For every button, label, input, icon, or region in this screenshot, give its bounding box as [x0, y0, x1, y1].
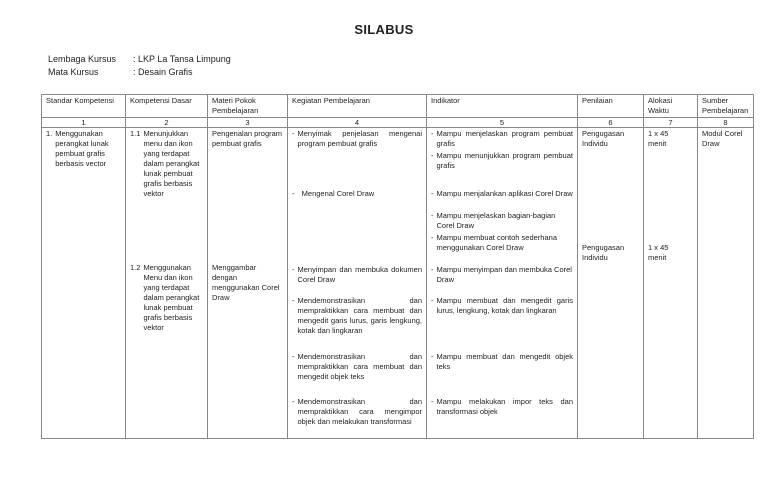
indikator-text: Mampu membuat dan mengedit objek teks: [436, 352, 573, 371]
alokasi-text: 1 x 45 menit: [648, 243, 669, 262]
kegiatan-item: - Mendemonstrasikan dan mempraktikkan cara membuat dan mengedit garis lurus, garis lengkung, kotak dan lingkaran: [292, 296, 422, 335]
meta-value: : LKP La Tansa Limpung: [133, 54, 231, 64]
header-cell: Standar Kompetensi: [42, 95, 126, 118]
standar-cell: [42, 128, 126, 439]
kegiatan-item: - Menyimak penjelasan mengenai program pembuat grafis: [292, 129, 422, 148]
header-cell: Kegiatan Pembelajaran: [288, 95, 427, 118]
column-number: 4: [288, 118, 427, 128]
syllabus-table: [41, 94, 754, 439]
indikator-text: Mampu menjalankan aplikasi Corel Draw: [436, 189, 573, 198]
indikator-text: Mampu membuat dan mengedit garis lurus, lengkung, kotak dan lingkaran: [436, 296, 573, 315]
indikator-item: - Mampu melakukan impor teks dan transformasi objek: [431, 397, 573, 416]
kd-text: Menggunakan Menu dan ikon yang terdapat dalam perangkat lunak pembuat grafis berbasis vektor: [143, 263, 200, 332]
header-row: [42, 95, 754, 118]
column-number: 1: [42, 118, 126, 128]
sumber-text: Modul Corel Draw: [702, 129, 743, 148]
standar-item: [46, 129, 112, 169]
indikator-item: - Mampu menyimpan dan membuka Corel Draw: [431, 265, 572, 284]
indikator-text: Mampu menjelaskan bagian-bagian Corel Draw: [436, 211, 556, 230]
indikator-text: Mampu menunjukkan program pembuat grafis: [436, 151, 573, 170]
materi-text: Menggambar dengan menggunakan Corel Draw: [212, 263, 280, 302]
header-cell: Penilaian: [578, 95, 644, 118]
page-title: SILABUS: [354, 22, 414, 37]
kegiatan-item: - Mendemonstrasikan dan mempraktikkan cara mengimpor objek dan melakukan transformasi: [292, 397, 422, 426]
indikator-text: Mampu menjelaskan program pembuat grafis: [436, 129, 573, 148]
alokasi-text: 1 x 45 menit: [648, 129, 669, 148]
meta-label: Lembaga Kursus: [48, 54, 117, 64]
kegiatan-text: Menyimpan dan membuka dokumen Corel Draw: [297, 265, 422, 284]
kegiatan-item: - Mengenal Corel Draw: [292, 189, 422, 199]
course-info: [48, 53, 231, 78]
column-number-row: [42, 118, 754, 128]
kegiatan-text: Mendemonstrasikan dan mempraktikkan cara mengimpor objek dan melakukan transformasi: [297, 397, 422, 426]
kd-number: 1.2: [130, 263, 141, 272]
column-number: 3: [208, 118, 288, 128]
column-number: 5: [427, 118, 578, 128]
meta-row-mata-kursus: [48, 66, 231, 79]
indikator-text: Mampu menyimpan dan membuka Corel Draw: [436, 265, 572, 284]
kd-item: [130, 263, 203, 333]
header-cell: Materi Pokok Pembelajaran: [208, 95, 288, 118]
column-number: 8: [698, 118, 754, 128]
indikator-text: Mampu melakukan impor teks dan transformasi objek: [436, 397, 573, 416]
kegiatan-cell: [288, 128, 427, 439]
indikator-item: - Mampu menjelaskan program pembuat grafis: [431, 129, 573, 148]
indikator-item: - Mampu menjalankan aplikasi Corel Draw: [431, 189, 573, 198]
indikator-text: Mampu membuat contoh sederhana menggunakan Corel Draw: [436, 233, 557, 252]
alokasi-cell: [644, 128, 698, 439]
sumber-cell: [698, 128, 754, 439]
indikator-cell: [427, 128, 578, 439]
materi-text: Pengenalan program pembuat grafis: [212, 129, 283, 148]
standar-text: Menggunakan perangkat lunak pembuat grafis berbasis vector: [55, 129, 109, 168]
kegiatan-item: - Menyimpan dan membuka dokumen Corel Draw: [292, 265, 422, 284]
header-cell: Alokasi Waktu: [644, 95, 698, 118]
column-number: 7: [644, 118, 698, 128]
indikator-item: - Mampu membuat dan mengedit objek teks: [431, 352, 573, 371]
indikator-item: - Mampu menjelaskan bagian-bagian Corel Draw: [431, 211, 573, 231]
meta-row-lembaga: [48, 53, 231, 66]
kd-item: [130, 129, 203, 199]
penilaian-cell: [578, 128, 644, 439]
column-number: 2: [126, 118, 208, 128]
kegiatan-text: Menyimak penjelasan mengenai program pembuat grafis: [297, 129, 422, 148]
indikator-item: - Mampu membuat contoh sederhana menggunakan Corel Draw: [431, 233, 573, 253]
kegiatan-text: Mendemonstrasikan dan mempraktikkan cara membuat dan mengedit objek teks: [297, 352, 422, 381]
indikator-item: - Mampu membuat dan mengedit garis lurus, lengkung, kotak dan lingkaran: [431, 296, 573, 315]
header-cell: Sumber Pembelajaran: [698, 95, 754, 118]
penilaian-text: Pengugasan Individu: [582, 129, 625, 148]
standar-number: 1.: [46, 129, 53, 138]
kegiatan-text: Mendemonstrasikan dan mempraktikkan cara membuat dan mengedit garis lurus, garis lengkung, kotak dan lingkaran: [297, 296, 422, 335]
kd-number: 1.1: [130, 129, 141, 138]
column-number: 6: [578, 118, 644, 128]
kd-cell: [126, 128, 208, 439]
kd-text: Menunjukkan menu dan ikon yang terdapat dalam perangkat lunak pembuat grafis berbasis vektor: [143, 129, 200, 198]
header-cell: Indikator: [427, 95, 578, 118]
kegiatan-text: Mengenal Corel Draw: [301, 189, 375, 198]
meta-value: : Desain Grafis: [133, 66, 193, 77]
indikator-item: - Mampu menunjukkan program pembuat grafis: [431, 151, 573, 170]
body-row: [42, 128, 754, 439]
meta-label: Mata Kursus: [48, 66, 99, 77]
penilaian-text: Pengugasan Individu: [582, 243, 625, 262]
header-cell: Kompetensi Dasar: [126, 95, 208, 118]
materi-cell: [208, 128, 288, 439]
kegiatan-item: - Mendemonstrasikan dan mempraktikkan cara membuat dan mengedit objek teks: [292, 352, 422, 381]
